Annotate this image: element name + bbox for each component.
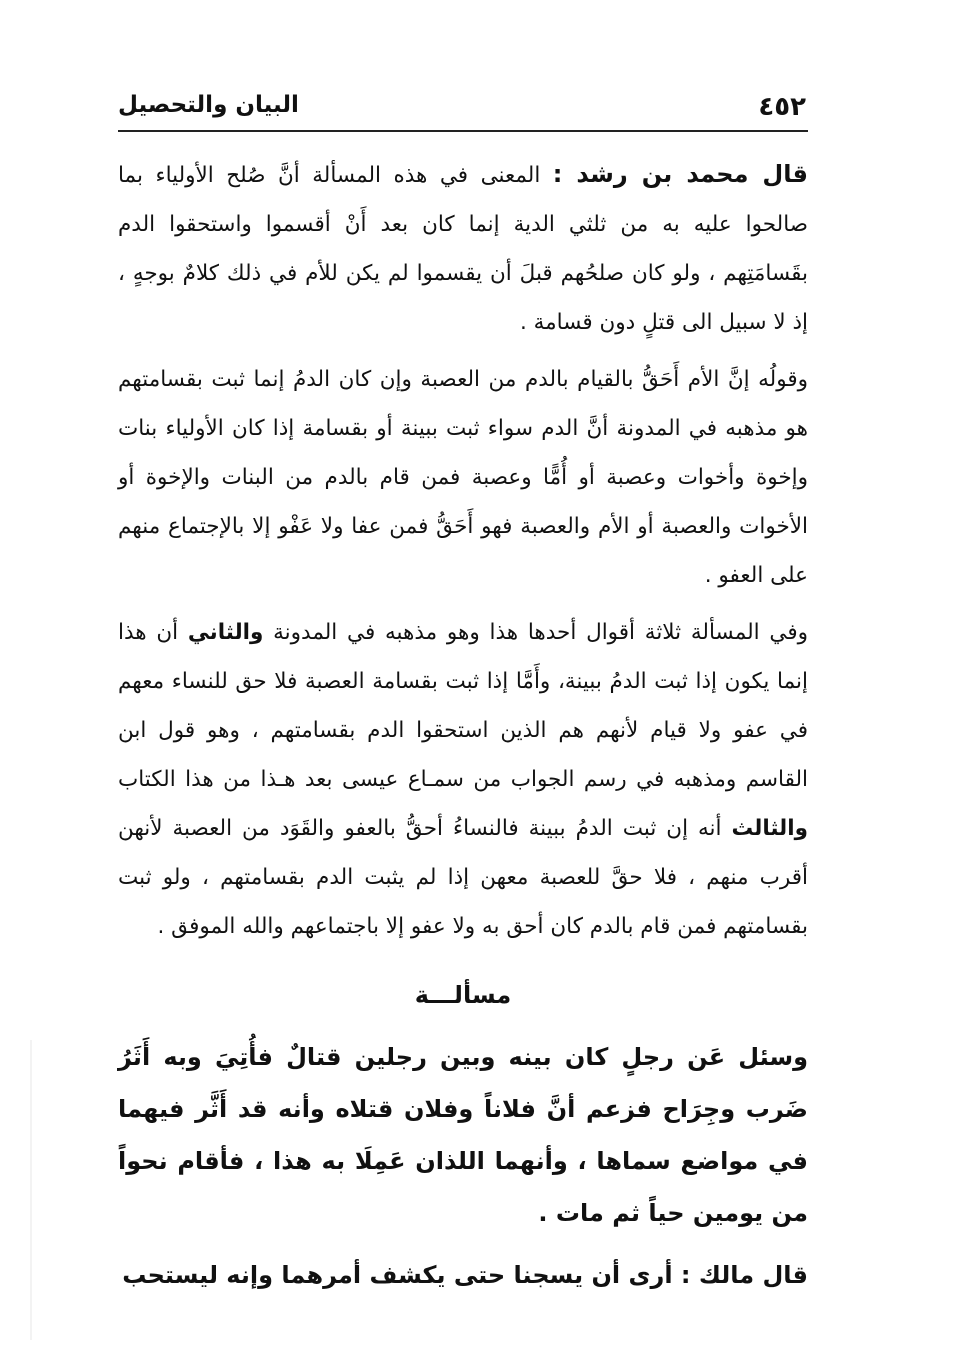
paragraph-3 [118,608,808,951]
paragraph-3-part1: وفي المسألة ثلاثة أقوال أحدها هذا وهو مذهبه في المدونة [263,620,808,645]
paragraph-1-text: المعنى في هذه المسألة أنَّ صُلح الأولياء بما صالحوا عليه به من ثلثي الدية إنما كان بعد أَنْ أقسموا واستحقوا الدم بقَسامَتِهم ، ولو كان صلحُهم قبلَ أن يقسموا لم يكن للأم في ذلك كلامٌ بوجهٍ ، إذ لا سبيل الى قتلٍ دون قسامة . [118,163,808,335]
paragraph-1-lead: قال محمد بن رشد : [552,160,808,188]
question-block [118,1031,808,1301]
paragraph-1 [118,150,808,347]
paragraph-5: قال مالك : أرى أن يسجنا حتى يكشف أمرهما وإنه ليستحب [122,1261,808,1289]
header-divider [118,130,808,132]
section-title: مسألـــة [414,981,512,1009]
paragraph-2: وقولُه إنَّ الأم أَحَقُّ بالقيام بالدم من العصبة وإن كان الدمُ إنما ثبت بقسامتهم هو مذهبه في المدونة أنَّ الدم سواء ثبت ببينة أو بقسامة إذا كان الأولياء بنات وإخوة وأخوات وعصبة أو أُمًّا وعصبة فمن قام بالدم من البنات والإخوة أو الأخوات والعصبة أو الأم والعصبة فهو أَحَقُّ فمن عفا ولا عَفْو إلا بالإجتماع منهم على العفو . [118,367,808,588]
paragraph-3-part3: أنه إن ثبت الدمُ ببينة فالنساءُ أحقُّ بالعفو والقَوَد من العصبة لأنهن أقرب منهم ، فلا حقَّ للعصبة معهن إذا لم يثبت الدم بقسامتهم ، ولو ثبت بقسامتهم فمن قام بالدم كان أحق به ولا عفو إلا باجتماعهم والله الموفق . [118,816,808,939]
second-opinion-label: والثاني [187,620,264,645]
page-number: ٤٥٢ [758,92,806,122]
paragraph-3-part2: أن هذا إنما يكون إذا ثبت الدمُ ببينة، وأَمَّا إذا ثبت بقسامة العصبة فلا حق للنساء معهم في عفو ولا قيام لأنهم هم الذين استحقوا الدم بقسامتهم ، وهو قول ابن القاسم ومذهبه في رسم الجواب من سمـاع عيسى بعد هـذا من هذا الكتاب [118,620,808,792]
paragraph-4: وسئل عَن رجلٍ كان بينه وبين رجلين قتالٌ فأُتِيَ وبه أَثَرُ ضَرب وجِرَاح فزعم أنَّ فلاناً وفلان قتلاه وأنه قد أَثَّر فيهما في مواضع سماها ، وأنهما اللذان عَمِلَا به هذا ، فأقام نحواً من يومين حياً ثم مات . [118,1043,808,1227]
third-opinion-label: والثالث [731,816,808,841]
scan-edge-mark [30,1040,32,1340]
page-body [118,150,808,1301]
running-title: البيان والتحصيل [118,92,299,118]
page-header [118,92,806,126]
